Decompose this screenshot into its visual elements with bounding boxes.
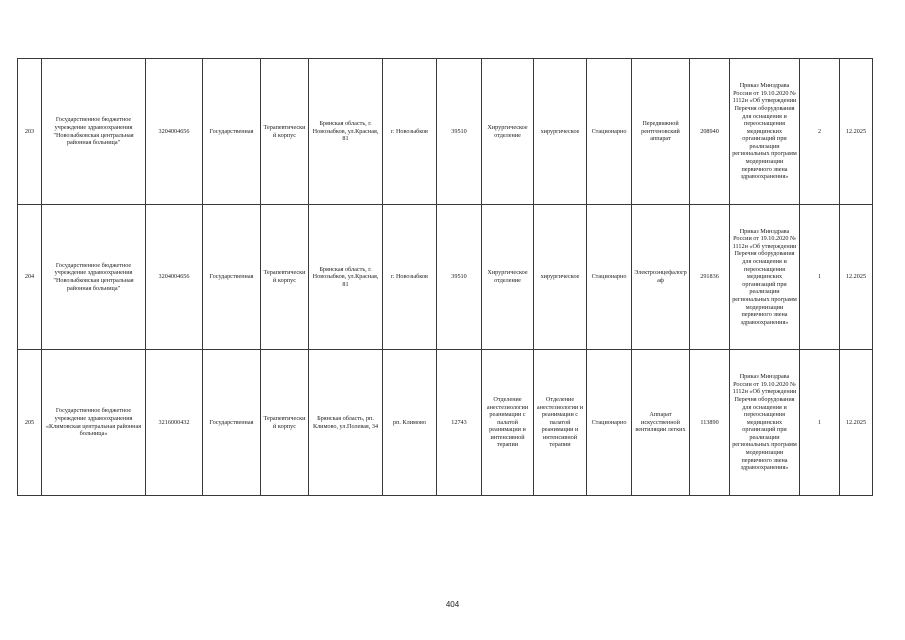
legal-basis: Приказ Минздрава России от 19.10.2020 № 1112н «Об утверждении Перечня оборудования для оснащения и переоснащения медицинских организаций при реализации региональных программ модернизации первичного звена здравоохранения» (730, 59, 800, 205)
population: 12743 (437, 350, 482, 496)
address: Брянская область, г. Новозыбков, ул.Красная, 81 (309, 205, 383, 350)
delivery-date: 12.2025 (840, 350, 873, 496)
population: 39510 (437, 59, 482, 205)
delivery-date: 12.2025 (840, 59, 873, 205)
quantity: 2 (800, 59, 840, 205)
department: Хирургическое отделение (482, 59, 534, 205)
building-name: Терапевтический корпус (261, 350, 309, 496)
locality: г. Новозыбков (383, 59, 437, 205)
organization-name: Государственное бюджетное учреждение здравоохранения «Климовская центральная районная больница» (42, 350, 146, 496)
equipment-name: Электроэнцефалограф (632, 205, 690, 350)
ownership-form: Государственная (203, 350, 261, 496)
table-row (18, 59, 873, 205)
equipment-name: Передвижной рентгеновский аппарат (632, 59, 690, 205)
care-profile: хирургическое (534, 59, 587, 205)
delivery-date: 12.2025 (840, 205, 873, 350)
row-number: 204 (18, 205, 42, 350)
population: 39510 (437, 205, 482, 350)
row-number: 203 (18, 59, 42, 205)
locality: г. Новозыбков (383, 205, 437, 350)
inn-code: 3204004656 (146, 205, 203, 350)
care-condition: Стационарно (587, 59, 632, 205)
care-condition: Стационарно (587, 350, 632, 496)
quantity: 1 (800, 205, 840, 350)
address: Брянская область, рп. Климово, ул.Полевая, 34 (309, 350, 383, 496)
table-row (18, 205, 873, 350)
ownership-form: Государственная (203, 205, 261, 350)
legal-basis: Приказ Минздрава России от 19.10.2020 № 1112н «Об утверждении Перечня оборудования для оснащения и переоснащения медицинских организаций при реализации региональных программ модернизации первичного звена здравоохранения» (730, 350, 800, 496)
page-number: 404 (445, 600, 460, 609)
row-number: 205 (18, 350, 42, 496)
equipment-table (17, 58, 873, 496)
table-row (18, 350, 873, 496)
equipment-code: 208940 (690, 59, 730, 205)
equipment-code: 291836 (690, 205, 730, 350)
organization-name: Государственное бюджетное учреждение здравоохранения "Новозыбковская центральная районная больница" (42, 59, 146, 205)
equipment-code: 113890 (690, 350, 730, 496)
quantity: 1 (800, 350, 840, 496)
locality: рп. Климово (383, 350, 437, 496)
inn-code: 3204004656 (146, 59, 203, 205)
department: Отделение анестезиологии реанимации с палатой реанимации и интенсивной терапии (482, 350, 534, 496)
inn-code: 3216000432 (146, 350, 203, 496)
organization-name: Государственное бюджетное учреждение здравоохранения "Новозыбковская центральная районная больница" (42, 205, 146, 350)
address: Брянская область, г. Новозыбков, ул.Красная, 81 (309, 59, 383, 205)
equipment-name: Аппарат искусственной вентиляции легких (632, 350, 690, 496)
building-name: Терапевтический корпус (261, 59, 309, 205)
care-profile: Отделение анестезиологии и реанимации с палатой реанимации и интенсивной терапии (534, 350, 587, 496)
care-profile: хирургическое (534, 205, 587, 350)
legal-basis: Приказ Минздрава России от 19.10.2020 № 1112н «Об утверждении Перечня оборудования для оснащения и переоснащения медицинских организаций при реализации региональных программ модернизации первичного звена здравоохранения» (730, 205, 800, 350)
ownership-form: Государственная (203, 59, 261, 205)
department: Хирургическое отделение (482, 205, 534, 350)
building-name: Терапевтический корпус (261, 205, 309, 350)
care-condition: Стационарно (587, 205, 632, 350)
